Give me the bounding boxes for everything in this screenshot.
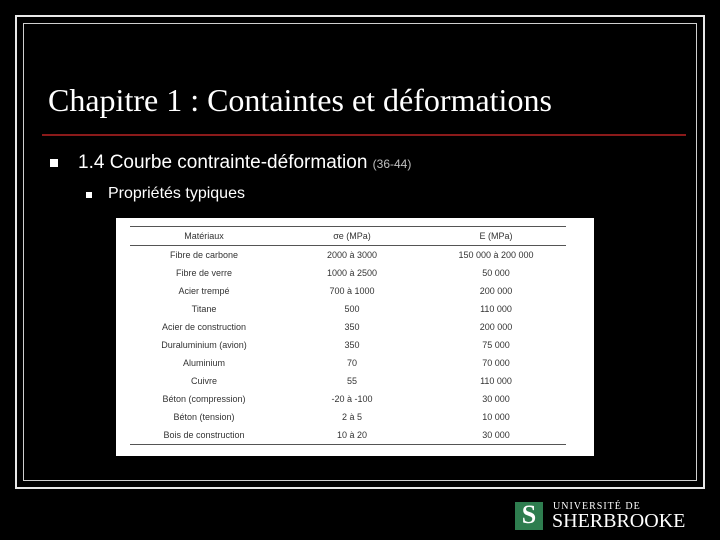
title-divider [42,134,686,136]
table-cell: 700 à 1000 [329,286,375,296]
table-cell: 2000 à 3000 [326,250,378,260]
table-cell: 2 à 5 [341,412,363,422]
table-cell: Titane [191,304,217,314]
table-cell: 10 à 20 [278,426,426,445]
logo-mark-icon: S [515,502,543,530]
table-cell: Bois de construction [130,426,278,445]
header-modulus: E (MPa) [426,227,566,246]
table-cell: 70 [346,358,357,368]
table-row [130,300,566,318]
table-row [130,246,566,265]
bullet-square-icon [50,159,58,167]
bullet-main-text: 1.4 Courbe contrainte-déformation [78,152,368,173]
table-cell: 150 000 à 200 000 [458,250,534,260]
table-row [130,264,566,282]
properties-table-panel [116,218,594,456]
sub-bullet-square-icon [86,192,92,198]
bullet-main-pages: (36-44) [372,157,412,171]
table-cell: 350 [344,340,360,350]
table-cell: -20 à -100 [331,394,373,404]
table-row [130,426,566,445]
logo-line2: SHERBROOKE [552,510,686,532]
table-cell: 200 000 [479,286,513,296]
properties-table [130,226,566,445]
table-header-row [130,227,566,246]
table-cell: Fibre de carbone [169,250,239,260]
table-cell: 500 [344,304,360,314]
header-yield-stress: σe (MPa) [278,227,426,246]
table-row [130,390,566,408]
table-cell: 200 000 [479,322,513,332]
table-row [130,318,566,336]
header-materials: Matériaux [130,227,278,246]
table-cell: 1000 à 2500 [326,268,378,278]
table-row [130,354,566,372]
slide-title: Chapitre 1 : Containtes et déformations [48,82,552,118]
table-cell: Aluminium [182,358,225,368]
table-cell: Cuivre [190,376,217,386]
table-cell: 75 000 [482,340,510,350]
table-cell: 30 000 [426,426,566,445]
table-cell: 70 000 [482,358,510,368]
table-row [130,282,566,300]
table-cell: 55 [346,376,357,386]
table-cell: 30 000 [482,394,510,404]
table-cell: Béton (tension) [173,412,235,422]
table-cell: Acier trempé [178,286,230,296]
table-cell: 350 [344,322,360,332]
table-cell: Béton (compression) [162,394,246,404]
table-body [130,246,566,445]
table-cell: Acier de construction [161,322,247,332]
table-cell: 10 000 [482,412,510,422]
bullet-sub: Propriétés typiques [108,185,245,202]
logo-line1: UNIVERSITÉ DE [553,501,641,512]
bullet-main [78,152,411,174]
table-cell: 110 000 [480,376,512,386]
table-row [130,336,566,354]
table-row [130,372,566,390]
table-cell: 50 000 [482,268,510,278]
table-cell: Fibre de verre [175,268,233,278]
table-cell: Duraluminium (avion) [161,340,247,350]
table-cell: 110 000 [480,304,512,314]
table-row [130,408,566,426]
